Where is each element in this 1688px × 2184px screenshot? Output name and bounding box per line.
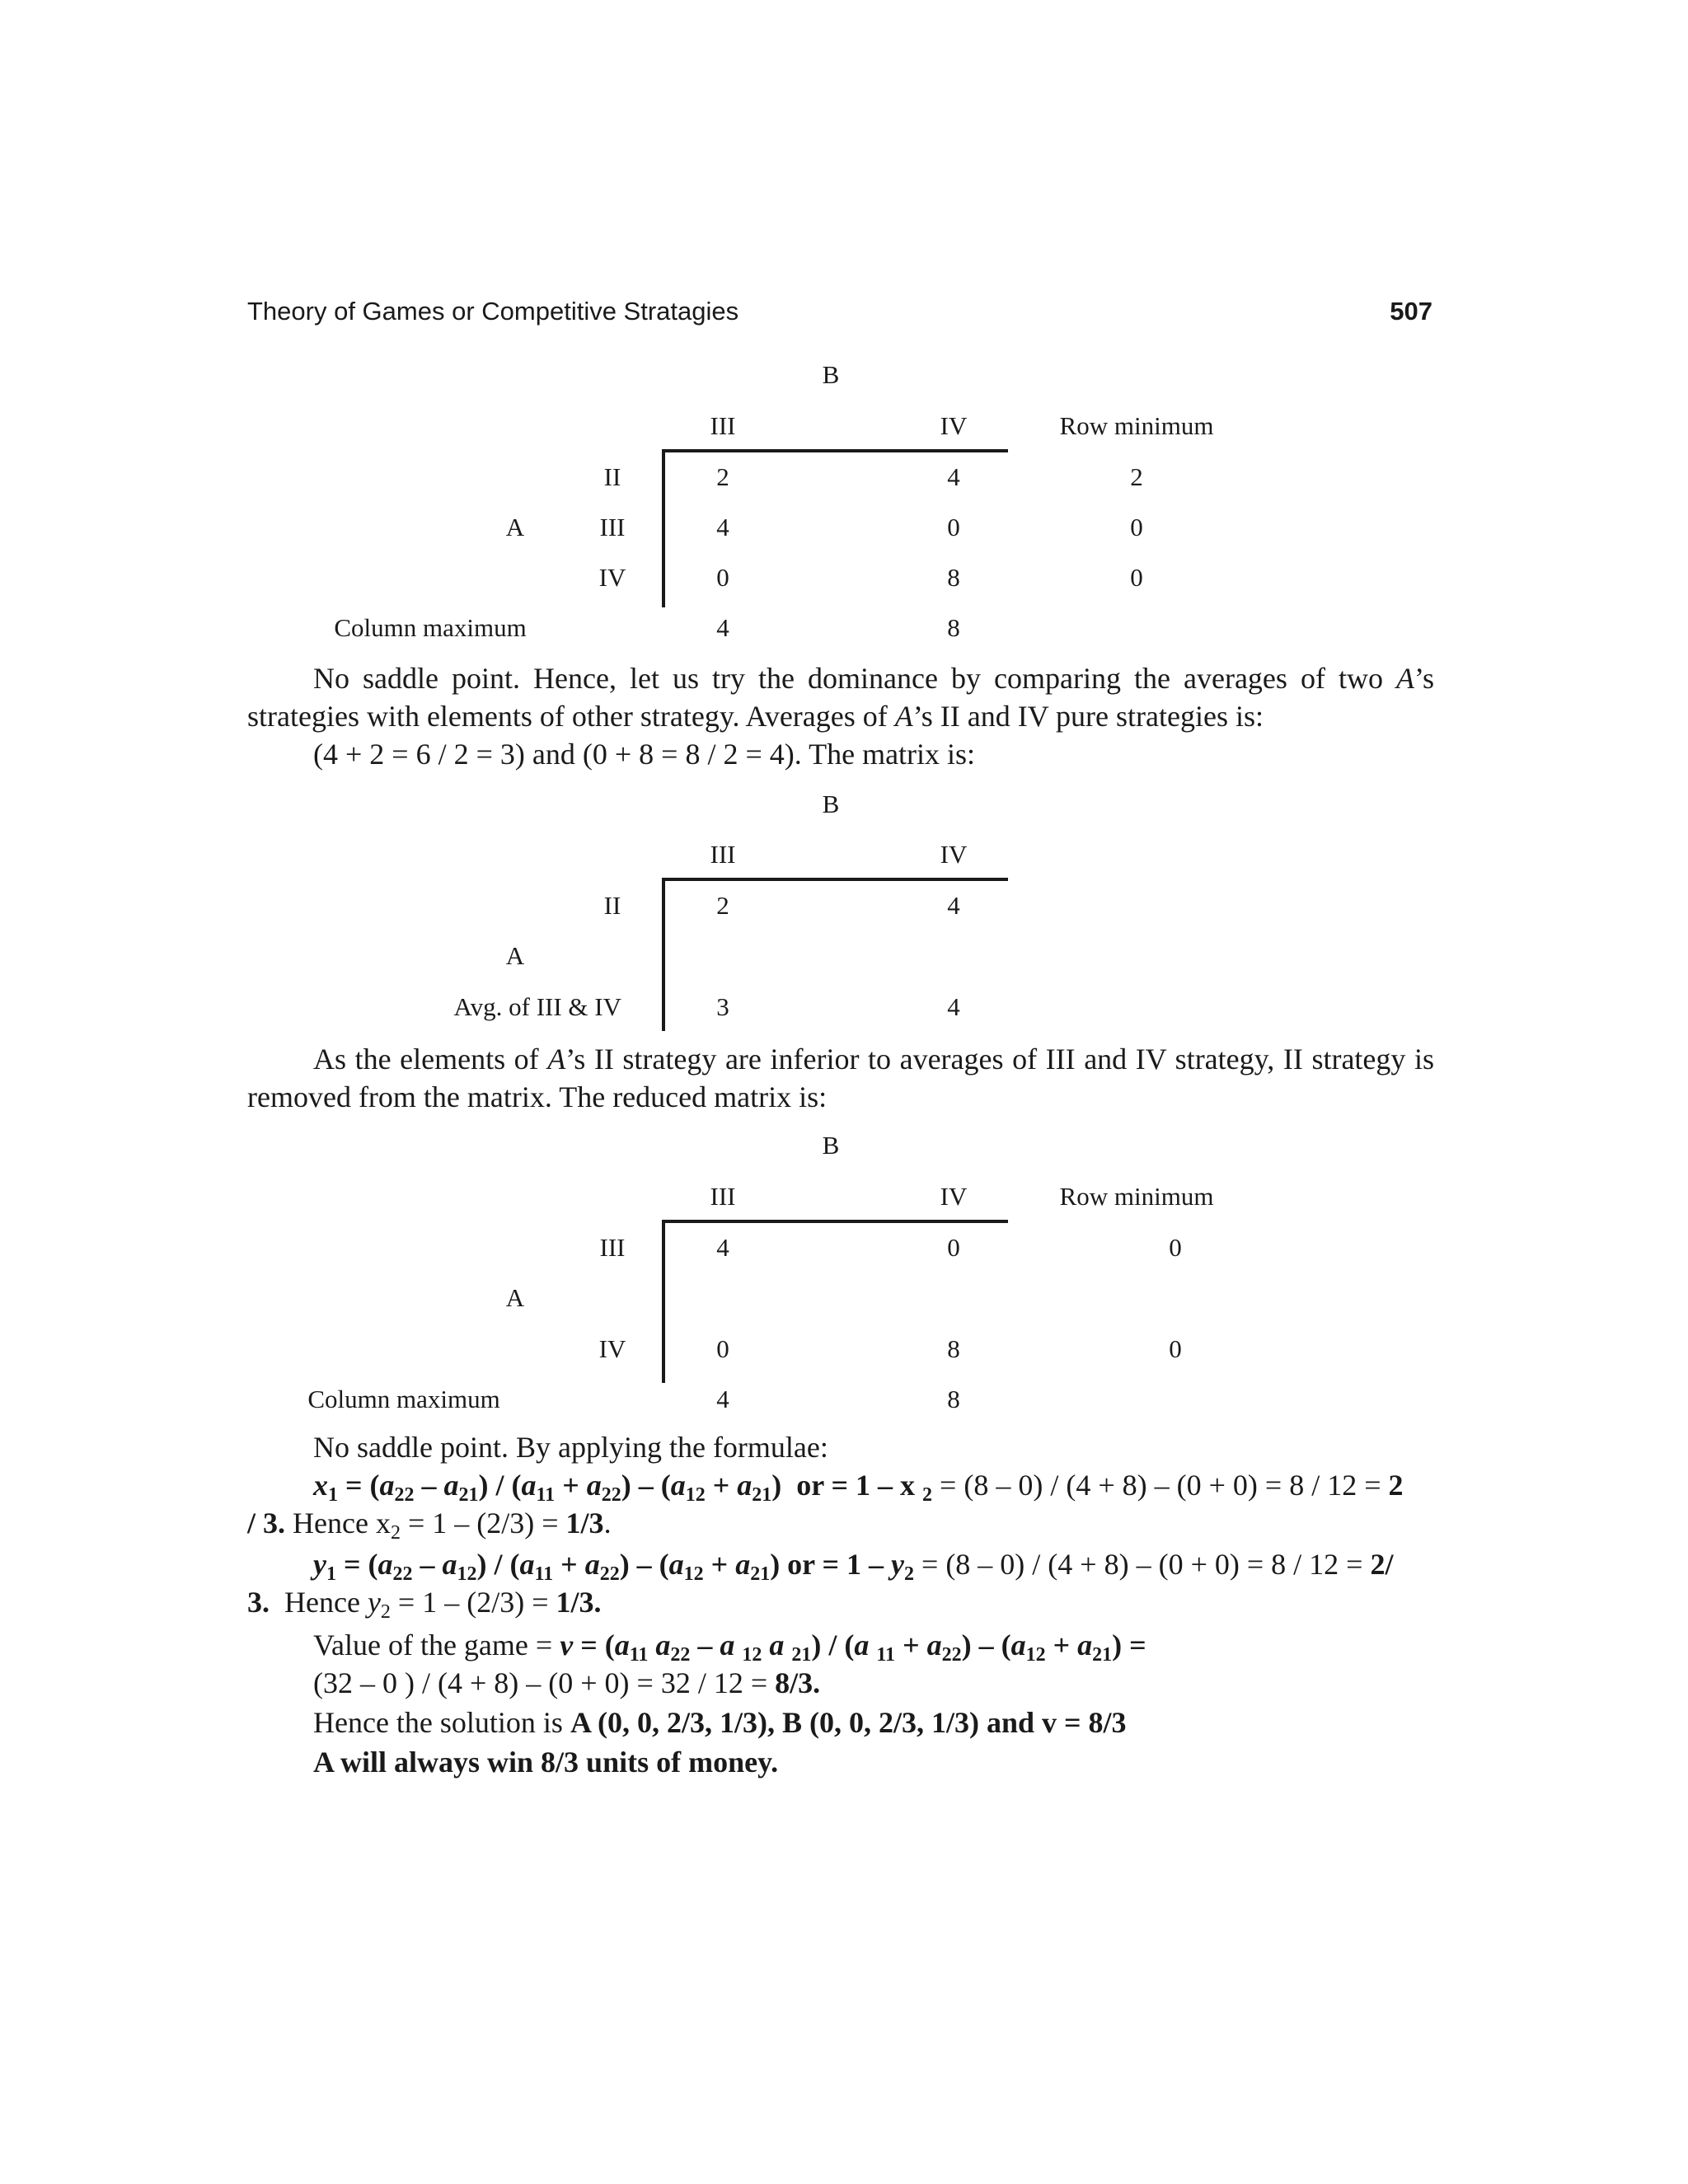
para1-text: No saddle point. Hence, let us try the dominance by comparing the averages of two [313,662,1396,695]
matrix3-cell: 8 [947,1334,960,1363]
paragraph-dominance [247,659,1434,773]
value-of-game-formula: Value of the game = $v = (a_{11}$ $a_{22}$ – a $_{12}$ a $_{21}$) / (a $_{11} + a_{22}) - (a_{12} + a_{21})$ = [313,1629,1146,1666]
matrix3-top-rule [662,1220,1008,1223]
matrix1-cell: 0 [947,513,960,541]
matrix3-left-rule [662,1220,665,1383]
value-label: Value of the game = [313,1629,560,1661]
y1-calculation: = (8 – 0) / (4 + 8) – (0 + 0) = 8 / 12 = [914,1548,1371,1581]
matrix1-col-header: III [710,411,736,440]
x1-calculation: = (8 – 0) / (4 + 8) – (0 + 0) = 8 / 12 = [932,1469,1389,1502]
matrix1-left-rule [662,449,665,607]
matrix2-row-label: II [603,891,621,920]
para1-player: A [894,700,913,733]
matrix3-row-label: IV [598,1334,626,1363]
matrix1-cell: 2 [716,462,729,491]
matrix1-row-min-header: Row minimum [1059,411,1214,440]
solution-statement [313,1705,1500,1740]
matrix3-col-max: 4 [716,1385,729,1413]
matrix3-col-header: III [710,1182,736,1211]
x2-calculation: = 1 – (2/3) = [400,1507,566,1540]
x2-result: 1/3 [565,1507,604,1540]
matrix3-cell: 4 [716,1233,729,1262]
matrix1-row-player: A [505,513,525,541]
matrix1-row-label: III [599,513,626,541]
y1-result-cont: 3. [247,1586,270,1619]
matrix1-row-label: IV [598,563,626,592]
matrix1-col-max: 8 [947,613,960,642]
formula-x2: / 3. Hence $x_2 = 1 - (2/3) = 1/3$. [247,1507,612,1544]
x1-result: 2 [1388,1469,1404,1502]
solution-result: A (0, 0, 2/3, 1/3), B (0, 0, 2/3, 1/3) and v = 8/3 [570,1706,1127,1739]
paragraph-inferior [247,1040,1434,1116]
formula-y1: $y_1 = (a_{22} - a_{12}) / (a_{11} + a_{22}) - (a_{12} + a_{21})$ or = $1 - y_2 = (8 - 0) / (4 + 8) - (0 + 0) = 8 / 12 = 2/$ [313,1548,1394,1585]
matrix2-col-header: III [710,840,736,869]
matrix1-cell: 4 [947,462,960,491]
matrix1-cell: 4 [716,513,729,541]
matrix2-top-rule [662,878,1008,881]
value-of-game-calc [313,1666,1500,1700]
page-number: 507 [1390,297,1432,326]
matrix1-row-label: II [603,462,621,491]
matrix2-cell: 2 [716,891,729,920]
matrix2-left-rule [662,878,665,1031]
matrix3-col-player: B [822,1131,840,1160]
matrix1-col-max-label: Column maximum [334,613,527,642]
matrix1-row-min: 2 [1130,462,1143,491]
formula-x1: $x_1 = (a_{22} - a_{21}) / (a_{11} + a_{22}) - (a_{12} + a_{21})$ or = 1 – x $_2$ = (8 – 0) / (4 + 8) – (0 + 0) = 8 / 12 = 2 [313,1469,1404,1506]
matrix2-row-player: A [505,941,525,970]
y2-calculation: = 1 – (2/3) = [390,1586,556,1619]
matrix3-row-min: 0 [1169,1233,1182,1262]
para2-player: A [547,1043,566,1076]
matrix1-row-min: 0 [1130,563,1143,592]
para1-averages: (4 + 2 = 6 / 2 = 3) and (0 + 8 = 8 / 2 = 4). The matrix is: [313,738,976,771]
y2-result: 1/3. [556,1586,602,1619]
para1-player: A [1395,662,1414,695]
matrix2-cell: 4 [947,992,960,1021]
matrix3-col-max: 8 [947,1385,960,1413]
matrix1-cell: 8 [947,563,960,592]
solution-label: Hence the solution is [313,1706,570,1739]
matrix2-cell: 3 [716,992,729,1021]
running-header-title: Theory of Games or Competitive Stratagies [247,297,739,326]
x1-result-cont: / 3. [247,1507,286,1540]
matrix3-col-header: IV [940,1182,968,1211]
para2-text: ’s II strategy are inferior to averages of III and IV strategy, II strategy is removed from the matrix. The reduced matrix is: [247,1043,1434,1113]
formula-y2: 3. Hence $y_2 = 1 - (2/3) = 1/3$. [247,1586,602,1623]
matrix3-cell: 0 [947,1233,960,1262]
matrix2-col-player: B [822,790,840,818]
matrix3-row-min: 0 [1169,1334,1182,1363]
para1-text: ’s strategies with elements of other strategy. Averages of [247,662,1434,733]
y2-text: Hence [284,1586,368,1619]
matrix2-cell: 4 [947,891,960,920]
value-result: 8/3. [775,1666,821,1699]
matrix1-col-header: IV [940,411,968,440]
matrix2-row-label: Avg. of III & IV [453,992,621,1021]
para2-text: As the elements of [313,1043,548,1076]
conclusion: A will always win 8/3 units of money. [313,1746,779,1779]
para1-text: ’s II and IV pure strategies is: [912,700,1264,733]
matrix1-col-max: 4 [716,613,729,642]
matrix1-top-rule [662,449,1008,452]
matrix2-col-header: IV [940,840,968,869]
matrix3-row-min-header: Row minimum [1059,1182,1214,1211]
y1-result: 2/ [1370,1548,1394,1581]
matrix3-row-player: A [505,1283,525,1312]
matrix3-col-max-label: Column maximum [307,1385,500,1413]
matrix1-col-player: B [822,360,840,389]
matrix3-row-label: III [599,1233,626,1262]
matrix3-cell: 0 [716,1334,729,1363]
x2-text: Hence x [285,1507,391,1540]
value-calculation: (32 – 0 ) / (4 + 8) – (0 + 0) = 32 / 12 = [313,1666,776,1699]
solution-intro: No saddle point. By applying the formulae: [313,1431,828,1464]
matrix1-cell: 0 [716,563,729,592]
matrix1-row-min: 0 [1130,513,1143,541]
